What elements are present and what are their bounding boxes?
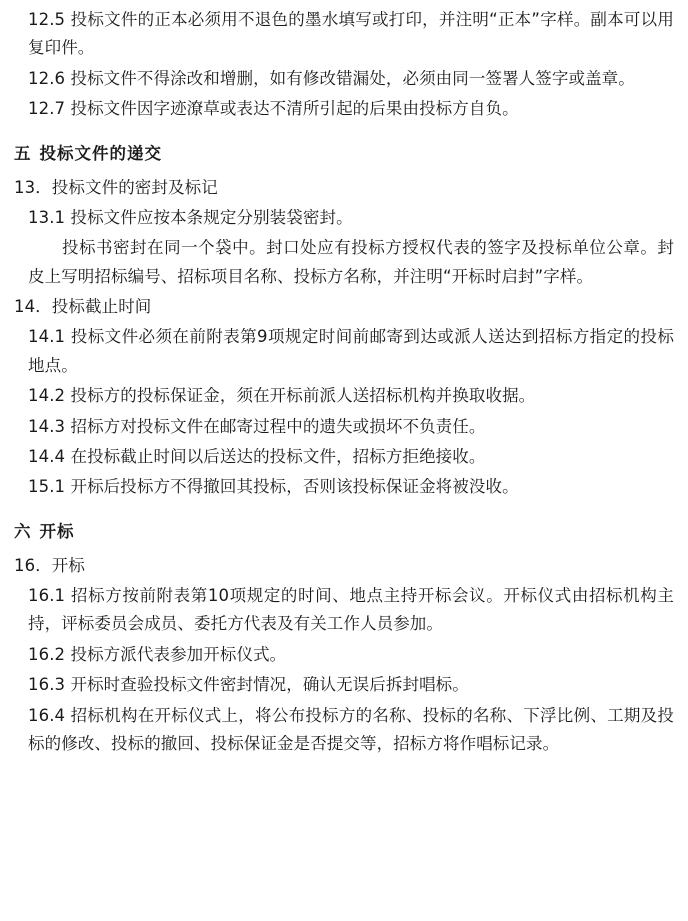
paragraph: 15.1 开标后投标方不得撤回其投标，否则该投标保证金将被没收。 [28,477,519,497]
document-body [14,6,674,758]
paragraph: 14.2 投标方的投标保证金，须在开标前派人送招标机构并换取收据。 [28,386,536,406]
paragraph: 16．开标 [14,555,85,575]
paragraph: 14.4 在投标截止时间以后送达的投标文件，招标方拒绝接收。 [28,446,486,466]
section-title: 开标 [39,521,75,541]
section-heading [14,518,674,542]
paragraph: 16.1 招标方按前附表第10项规定的时间、地点主持开标会议。开标仪式由招标机构主持，评标委员会成员、委托方代表及有关工作人员参加。 [28,586,674,634]
paragraph: 16.3 开标时查验投标文件密封情况，确认无误后拆封唱标。 [28,675,469,695]
paragraph: 12.5 投标文件的正本必须用不退色的墨水填写或打印，并注明“正本”字样。副本可以用复印件。 [28,10,674,58]
paragraph: 16.2 投标方派代表参加开标仪式。 [28,644,287,664]
section-heading [14,140,674,164]
paragraph: 14.1 投标文件必须在前附表第9项规定时间前邮寄到达或派人送达到招标方指定的投标地点。 [28,327,674,375]
paragraph: 14．投标截止时间 [14,297,152,316]
section-number: 六 [14,521,32,541]
paragraph: 14.3 招标方对投标文件在邮寄过程中的遗失或损坏不负责任。 [28,416,486,436]
paragraph: 投标书密封在同一个袋中。封口处应有投标方授权代表的签字及投标单位公章。封皮上写明招标编号、招标项目名称、投标方名称，并注明“开标时启封”字样。 [28,238,674,286]
paragraph: 13．投标文件的密封及标记 [14,177,218,197]
paragraph: 16.4 招标机构在开标仪式上，将公布投标方的名称、投标的名称、下浮比例、工期及投标的修改、投标的撤回、投标保证金是否提交等，招标方将作唱标记录。 [28,705,674,753]
paragraph: 12.7 投标文件因字迹潦草或表达不清所引起的后果由投标方自负。 [28,99,519,119]
paragraph: 12.6 投标文件不得涂改和增删，如有修改错漏处，必须由同一签署人签字或盖章。 [28,68,635,88]
section-number: 五 [14,143,32,163]
paragraph: 13.1 投标文件应按本条规定分别装袋密封。 [28,207,353,227]
section-title: 投标文件的递交 [39,143,162,163]
